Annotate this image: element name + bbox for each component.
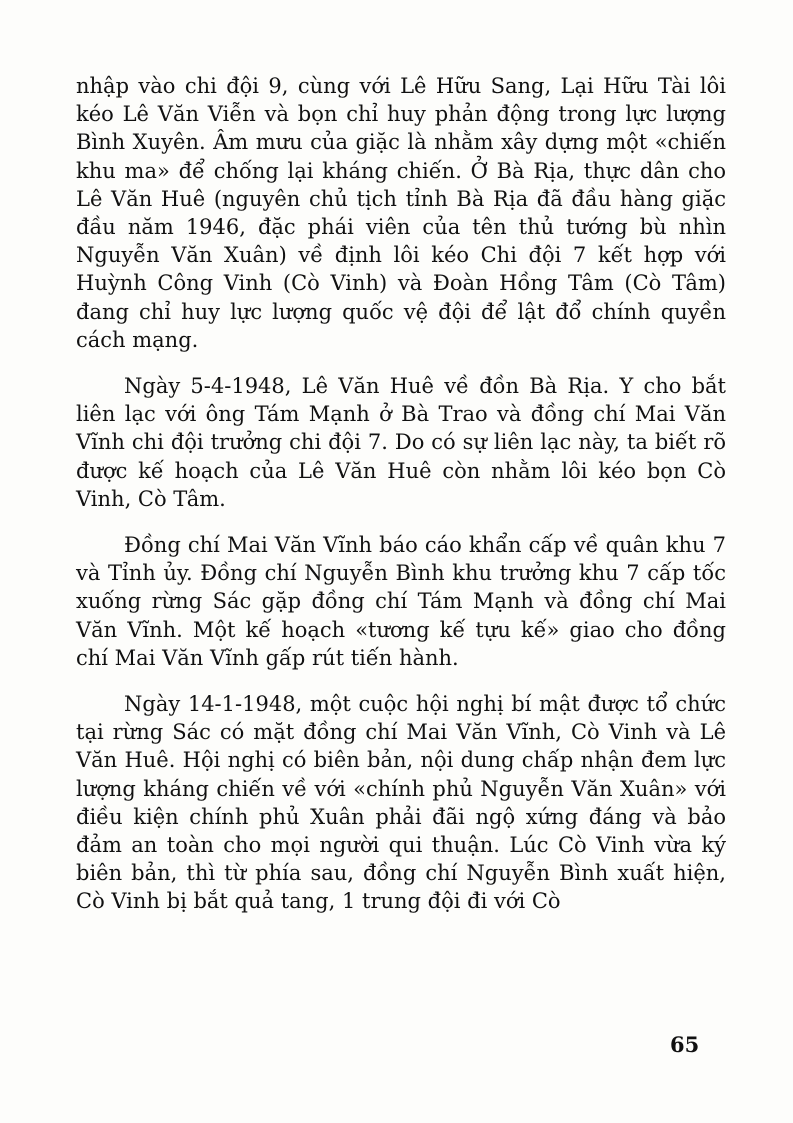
paragraph-2: Ngày 5-4-1948, Lê Văn Huê về đồn Bà Rịa. Y cho bắt liên lạc với ông Tám Mạnh ở Bà Trao và đồng chí Mai Văn Vĩnh chi đội trưởng chi đội 7. Do có sự liên lạc này, ta biết rõ được kế hoạch của Lê Văn Huê còn nhằm lôi kéo bọn Cò Vinh, Cò Tâm. (76, 374, 726, 511)
paragraph-1: nhập vào chi đội 9, cùng với Lê Hữu Sang, Lại Hữu Tài lôi kéo Lê Văn Viễn và bọn chỉ huy phản động trong lực lượng Bình Xuyên. Âm mưu của giặc là nhằm xây dựng một «chiến khu ma» để chống lại kháng chiến. Ở Bà Rịa, thực dân cho Lê Văn Huê (nguyên chủ tịch tỉnh Bà Rịa đã đầu hàng giặc đầu năm 1946, đặc phái viên của tên thủ tướng bù nhìn Nguyễn Văn Xuân) về định lôi kéo Chi đội 7 kết hợp với Huỳnh Công Vinh (Cò Vinh) và Đoàn Hồng Tâm (Cò Tâm) đang chỉ huy lực lượng quốc vệ đội để lật đổ chính quyền cách mạng. (76, 74, 726, 352)
page-number: 65 (670, 1032, 700, 1057)
paragraph-3: Đồng chí Mai Văn Vĩnh báo cáo khẩn cấp về quân khu 7 và Tỉnh ủy. Đồng chí Nguyễn Bình khu trưởng khu 7 cấp tốc xuống rừng Sác gặp đồng chí Tám Mạnh và đồng chí Mai Văn Vĩnh. Một kế hoạch «tương kế tựu kế» giao cho đồng chí Mai Văn Vĩnh gấp rút tiến hành. (76, 533, 726, 670)
paragraph-4: Ngày 14-1-1948, một cuộc hội nghị bí mật được tổ chức tại rừng Sác có mặt đồng chí Mai Văn Vĩnh, Cò Vinh và Lê Văn Huê. Hội nghị có biên bản, nội dung chấp nhận đem lực lượng kháng chiến về với «chính phủ Nguyễn Văn Xuân» với điều kiện chính phủ Xuân phải đãi ngộ xứng đáng và bảo đảm an toàn cho mọi người qui thuận. Lúc Cò Vinh vừa ký biên bản, thì từ phía sau, đồng chí Nguyễn Bình xuất hiện, Cò Vinh bị bắt quả tang, 1 trung đội đi với Cò (76, 692, 726, 914)
body-text (76, 72, 726, 916)
